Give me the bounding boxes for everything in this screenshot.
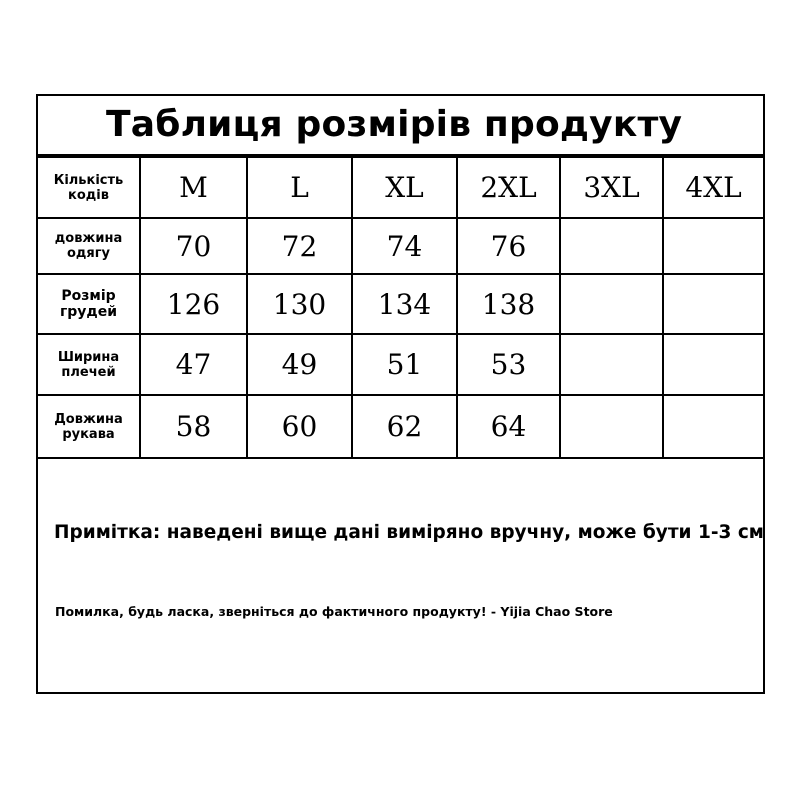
table-cell — [663, 218, 763, 274]
table-header-row — [38, 158, 763, 218]
header-label-cell — [38, 158, 140, 218]
row-label: Довжина — [54, 411, 123, 427]
table-cell — [663, 274, 763, 334]
table-cell — [663, 395, 763, 458]
table-cell: 126 — [140, 274, 247, 334]
table-cell — [663, 334, 763, 395]
row-label: рукава — [62, 426, 115, 442]
row-label-cell — [38, 395, 140, 458]
row-label: Розмір — [61, 288, 116, 304]
table-cell: 60 — [247, 395, 352, 458]
table-cell: 70 — [140, 218, 247, 274]
size-header-4xl: 4XL — [663, 158, 763, 218]
size-header-m: M — [140, 158, 247, 218]
size-chart-frame — [36, 94, 765, 694]
size-header-3xl: 3XL — [560, 158, 663, 218]
table-row — [38, 274, 763, 334]
table-cell: 138 — [457, 274, 560, 334]
table-cell: 53 — [457, 334, 560, 395]
table-cell: 49 — [247, 334, 352, 395]
row-label-cell — [38, 218, 140, 274]
table-cell: 74 — [352, 218, 457, 274]
page-title: Таблиця розмірів продукту — [106, 104, 683, 145]
store-note: Помилка, будь ласка, зверніться до фактичного продукту! - Yijia Chao Store — [55, 604, 613, 619]
table-cell — [560, 395, 663, 458]
header-label: кодів — [68, 187, 109, 203]
table-row — [38, 334, 763, 395]
row-label-cell — [38, 334, 140, 395]
table-cell: 134 — [352, 274, 457, 334]
size-header-2xl: 2XL — [457, 158, 560, 218]
row-label: плечей — [61, 364, 116, 380]
table-cell: 130 — [247, 274, 352, 334]
table-cell: 72 — [247, 218, 352, 274]
table-cell — [560, 334, 663, 395]
header-label: Кількість — [53, 172, 124, 188]
table-cell: 58 — [140, 395, 247, 458]
size-table — [38, 158, 763, 459]
row-label: Ширина — [57, 349, 120, 365]
table-cell: 62 — [352, 395, 457, 458]
row-label-cell — [38, 274, 140, 334]
table-cell — [560, 218, 663, 274]
row-label: грудей — [59, 304, 118, 320]
table-cell: 64 — [457, 395, 560, 458]
table-row — [38, 395, 763, 458]
table-cell: 51 — [352, 334, 457, 395]
table-cell: 47 — [140, 334, 247, 395]
measurement-note: Примітка: наведені вище дані виміряно вручну, може бути 1-3 см — [54, 522, 764, 543]
table-row — [38, 218, 763, 274]
table-cell: 76 — [457, 218, 560, 274]
row-label: довжина — [54, 231, 123, 246]
table-cell — [560, 274, 663, 334]
row-label: одягу — [66, 246, 111, 261]
size-header-l: L — [247, 158, 352, 218]
size-header-xl: XL — [352, 158, 457, 218]
title-bar — [38, 96, 763, 158]
